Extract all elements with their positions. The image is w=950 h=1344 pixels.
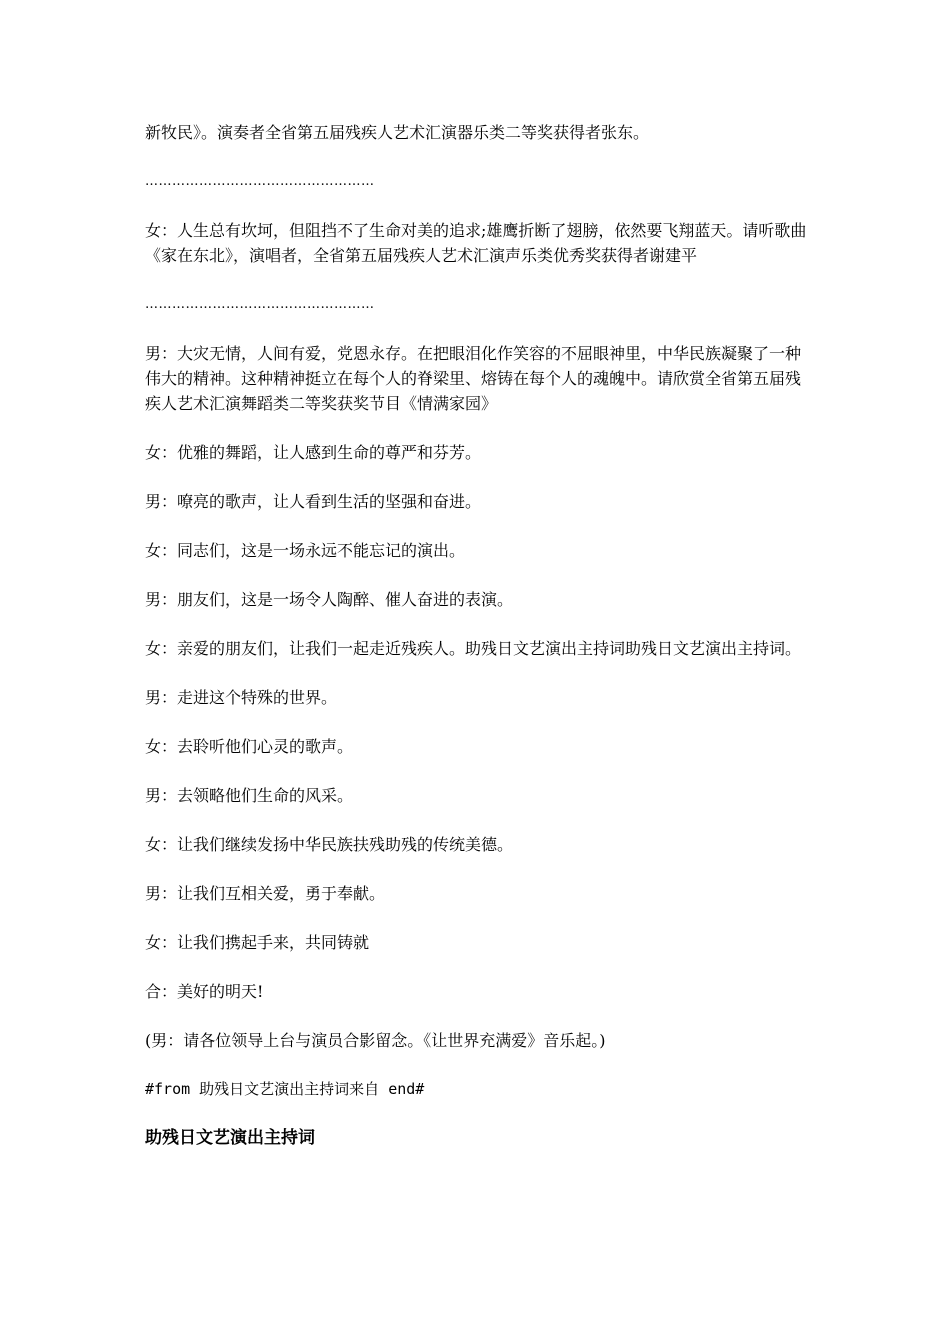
paragraph-female-song: 女：人生总有坎坷，但阻挡不了生命对美的追求;雄鹰折断了翅膀，依然要飞翔蓝天。请听歌曲《家在东北》，演唱者，全省第五届残疾人艺术汇演声乐类优秀奖获得者谢建平 — [145, 221, 807, 265]
source-marker: #from 助残日文艺演出主持词来自 end# — [145, 1080, 425, 1098]
dialogue-line: 男：嘹亮的歌声，让人看到生活的坚强和奋进。 — [145, 492, 482, 511]
dialogue-line: 男：走进这个特殊的世界。 — [145, 688, 338, 707]
document-page — [145, 120, 810, 1151]
dialogue-line: 男：让我们互相关爱，勇于奉献。 — [145, 884, 386, 903]
dialogue-line: 女：同志们，这是一场永远不能忘记的演出。 — [145, 541, 466, 560]
dialogue-line: 女：去聆听他们心灵的歌声。 — [145, 737, 354, 756]
ellipsis-separator: …………………………………………… — [145, 297, 375, 312]
section-heading: 助残日文艺演出主持词 — [145, 1128, 315, 1148]
stage-direction: (男：请各位领导上台与演员合影留念。《让世界充满爱》音乐起。) — [145, 1031, 606, 1050]
paragraph-male-dance: 男：大灾无情，人间有爱，党恩永存。在把眼泪化作笑容的不屈眼神里，中华民族凝聚了一种伟大的精神。这种精神挺立在每个人的脊梁里、熔铸在每个人的魂魄中。请欣赏全省第五届残疾人艺术汇演舞蹈类二等奖获奖节目《情满家园》 — [145, 344, 802, 413]
dialogue-line: 男：去领略他们生命的风采。 — [145, 786, 354, 805]
paragraph-intro: 新牧民》。演奏者全省第五届残疾人艺术汇演器乐类二等奖获得者张东。 — [145, 123, 650, 142]
dialogue-line: 女：亲爱的朋友们，让我们一起走近残疾人。助残日文艺演出主持词助残日文艺演出主持词。 — [145, 639, 802, 658]
dialogue-line: 女：优雅的舞蹈，让人感到生命的尊严和芬芳。 — [145, 443, 482, 462]
dialogue-line: 男：朋友们，这是一场令人陶醉、催人奋进的表演。 — [145, 590, 514, 609]
dialogue-line-chorus: 合：美好的明天! — [145, 982, 264, 1001]
ellipsis-separator: …………………………………………… — [145, 174, 375, 189]
dialogue-line: 女：让我们携起手来，共同铸就 — [145, 933, 370, 952]
dialogue-line: 女：让我们继续发扬中华民族扶残助残的传统美德。 — [145, 835, 514, 854]
